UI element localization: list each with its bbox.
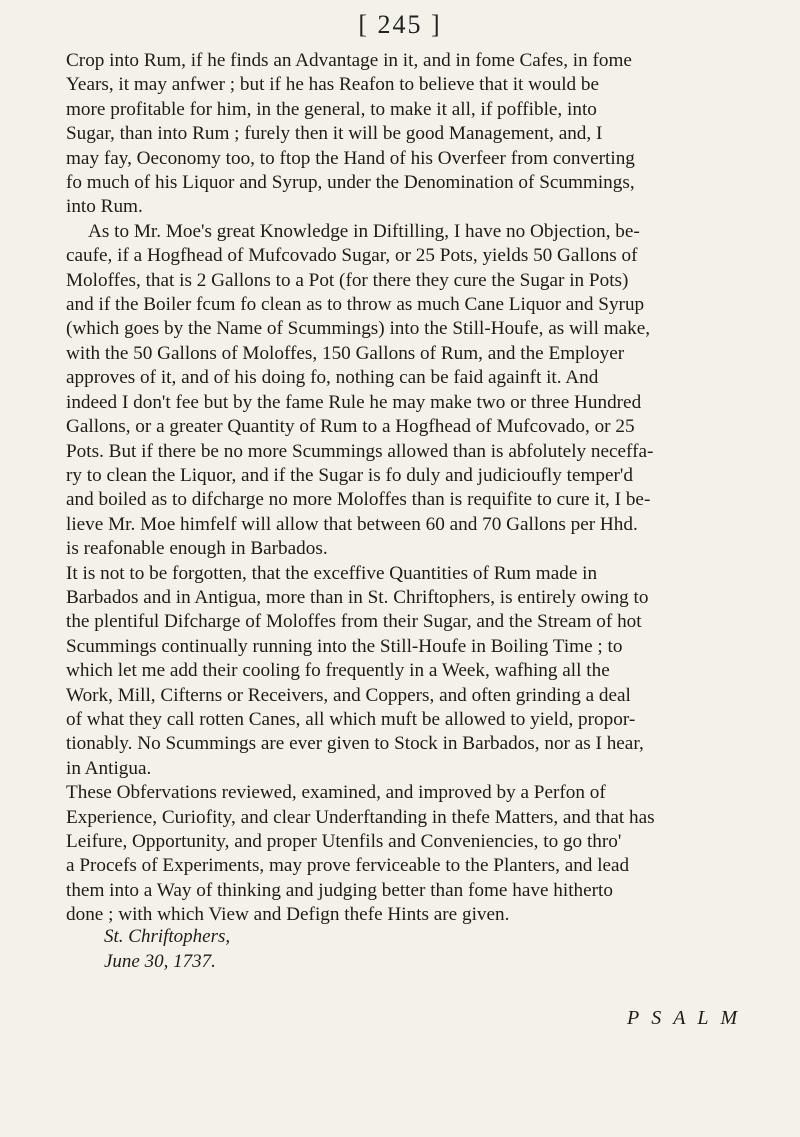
text-line: Pots. But if there be no more Scummings allowed than is abfolutely neceffa- [66, 440, 654, 462]
text-line: It is not to be forgotten, that the exceffive Quantities of Rum made in [66, 562, 598, 584]
text-line: fo much of his Liquor and Syrup, under the Denomination of Scummings, [66, 172, 635, 194]
text-line: which let me add their cooling fo frequently in a Week, wafhing all the [66, 660, 610, 682]
text-line: Scummings continually running into the Still-Houfe in Boiling Time ; to [66, 635, 623, 657]
text-line: of what they call rotten Canes, all which muft be allowed to yield, propor- [66, 708, 636, 730]
text-line: is reafonable enough in Barbados. [66, 538, 328, 560]
text-line: lieve Mr. Moe himfelf will allow that between 60 and 70 Gallons per Hhd. [66, 513, 638, 535]
text-line: As to Mr. Moe's great Knowledge in Diftilling, I have no Objection, be- [88, 220, 640, 242]
text-line: Barbados and in Antigua, more than in St. Chriftophers, is entirely owing to [66, 586, 649, 608]
text-line: Sugar, than into Rum ; furely then it will be good Management, and, I [66, 123, 603, 145]
text-line: indeed I don't fee but by the fame Rule he may make two or three Hundred [66, 391, 642, 413]
text-line: tionably. No Scummings are ever given to Stock in Barbados, nor as I hear, [66, 733, 644, 755]
text-line: them into a Way of thinking and judging better than fome have hitherto [66, 879, 613, 901]
text-line: These Obfervations reviewed, examined, and improved by a Perfon of [66, 782, 606, 804]
text-line: Gallons, or a greater Quantity of Rum to a Hogfhead of Mufcovado, or 25 [66, 416, 635, 438]
page-number: [ 245 ] [358, 10, 442, 39]
signature-date: June 30, 1737. [104, 951, 216, 972]
text-line: Leifure, Opportunity, and proper Utenfils and Conveniencies, to go thro' [66, 831, 622, 852]
text-line: Years, it may anfwer ; but if he has Reafon to believe that it would be [66, 74, 600, 96]
text-line: caufe, if a Hogfhead of Mufcovado Sugar, or 25 Pots, yields 50 Gallons of [66, 245, 638, 267]
text-line: with the 50 Gallons of Moloffes, 150 Gallons of Rum, and the Employer [66, 342, 625, 364]
body-text [66, 49, 784, 928]
text-line: Moloffes, that is 2 Gallons to a Pot (for there they cure the Sugar in Pots) [66, 269, 629, 291]
text-line: done ; with which View and Defign thefe Hints are given. [66, 904, 510, 926]
text-line: into Rum. [66, 196, 143, 218]
text-line: more profitable for him, in the general, to make it all, if poffible, into [66, 98, 597, 120]
text-line: (which goes by the Name of Scummings) into the Still-Houfe, as will make, [66, 318, 651, 340]
text-line: in Antigua. [66, 757, 152, 779]
text-line: a Procefs of Experiments, may prove ferviceable to the Planters, and lead [66, 855, 630, 877]
text-line: Experience, Curiofity, and clear Underftanding in thefe Matters, and that has [66, 806, 655, 828]
text-line: the plentiful Difcharge of Moloffes from their Sugar, and the Stream of hot [66, 611, 642, 633]
text-line: ry to clean the Liquor, and if the Sugar is fo duly and judicioufly temper'd [66, 464, 633, 486]
text-line: and if the Boiler fcum fo clean as to throw as much Cane Liquor and Syrup [66, 294, 645, 316]
paragraph [66, 562, 784, 782]
paragraph [66, 49, 784, 220]
paragraph [66, 220, 784, 562]
text-line: may fay, Oeconomy too, to ftop the Hand of his Overfeer from converting [66, 147, 635, 169]
catchword: PSALM [627, 1007, 750, 1029]
paragraph [66, 781, 784, 927]
text-line: Work, Mill, Cifterns or Receivers, and Coppers, and often grinding a deal [66, 684, 631, 706]
signature-block [104, 924, 230, 974]
text-line: Crop into Rum, if he finds an Advantage in it, and in fome Cafes, in fome [66, 50, 632, 71]
signature-place: St. Chriftophers, [104, 926, 231, 947]
text-line: approves of it, and of his doing fo, nothing can be faid againft it. And [66, 367, 599, 389]
text-line: and boiled as to difcharge no more Moloffes than is requifite to cure it, I be- [66, 489, 651, 511]
